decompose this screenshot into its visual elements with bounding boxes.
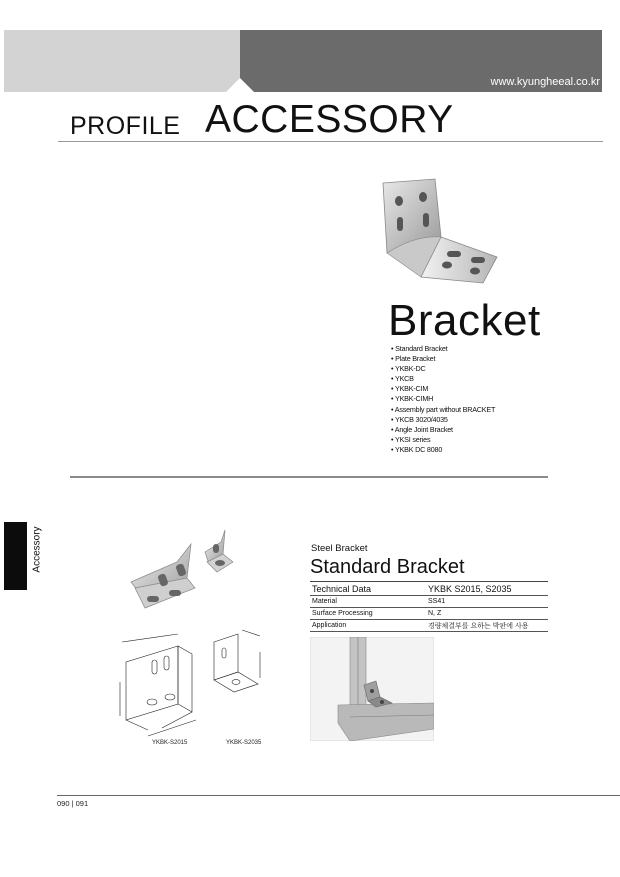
list-item: • Angle Joint Bracket <box>391 425 495 435</box>
spec-label: Surface Processing <box>310 608 426 620</box>
website-url[interactable]: www.kyungheeal.co.kr <box>490 76 600 88</box>
product-name: Standard Bracket <box>310 556 465 578</box>
side-tab <box>4 522 27 590</box>
spec-label: Technical Data <box>310 582 426 596</box>
page-title-profile: PROFILE <box>70 112 181 140</box>
bracket-product-list <box>391 344 495 455</box>
list-item: • Assembly part without BRACKET <box>391 405 495 415</box>
drawing-label: YKBK-S2015 <box>152 740 188 746</box>
header-notch <box>226 78 254 92</box>
spec-label: Application <box>310 620 426 632</box>
list-item: • YKBK-CIM <box>391 384 495 394</box>
side-tab-label: Accessory <box>31 526 43 573</box>
bracket-hero-image <box>375 175 505 290</box>
spec-table <box>310 581 548 632</box>
table-row <box>310 582 548 596</box>
spec-value: N, Z <box>426 608 548 620</box>
page-title-accessory: ACCESSORY <box>205 98 454 141</box>
bracket-heading: Bracket <box>388 296 541 345</box>
spec-value: SS41 <box>426 596 548 608</box>
list-item: • YKBK DC 8080 <box>391 445 495 455</box>
list-item: • Plate Bracket <box>391 354 495 364</box>
assembly-photo <box>310 637 434 741</box>
header-band-light <box>4 30 244 92</box>
standard-bracket-photo <box>125 522 255 632</box>
product-category: Steel Bracket <box>311 543 368 554</box>
list-item: • YKCB 3020/4035 <box>391 415 495 425</box>
list-item: • YKBK-CIMH <box>391 394 495 404</box>
list-item: • Standard Bracket <box>391 344 495 354</box>
title-divider <box>58 141 603 142</box>
section-divider <box>70 476 548 478</box>
list-item: • YKBK-DC <box>391 364 495 374</box>
technical-drawing <box>118 622 268 740</box>
spec-value: YKBK S2015, S2035 <box>426 582 548 596</box>
spec-value: 경량체결부를 요하는 박판에 사용 <box>426 620 548 632</box>
page-numbers: 090 | 091 <box>57 799 89 808</box>
drawing-label: YKBK-S2035 <box>226 740 262 746</box>
list-item: • YKSI series <box>391 435 495 445</box>
list-item: • YKCB <box>391 374 495 384</box>
table-row <box>310 620 548 632</box>
table-row <box>310 596 548 608</box>
footer-divider <box>57 795 620 796</box>
spec-label: Material <box>310 596 426 608</box>
table-row <box>310 608 548 620</box>
